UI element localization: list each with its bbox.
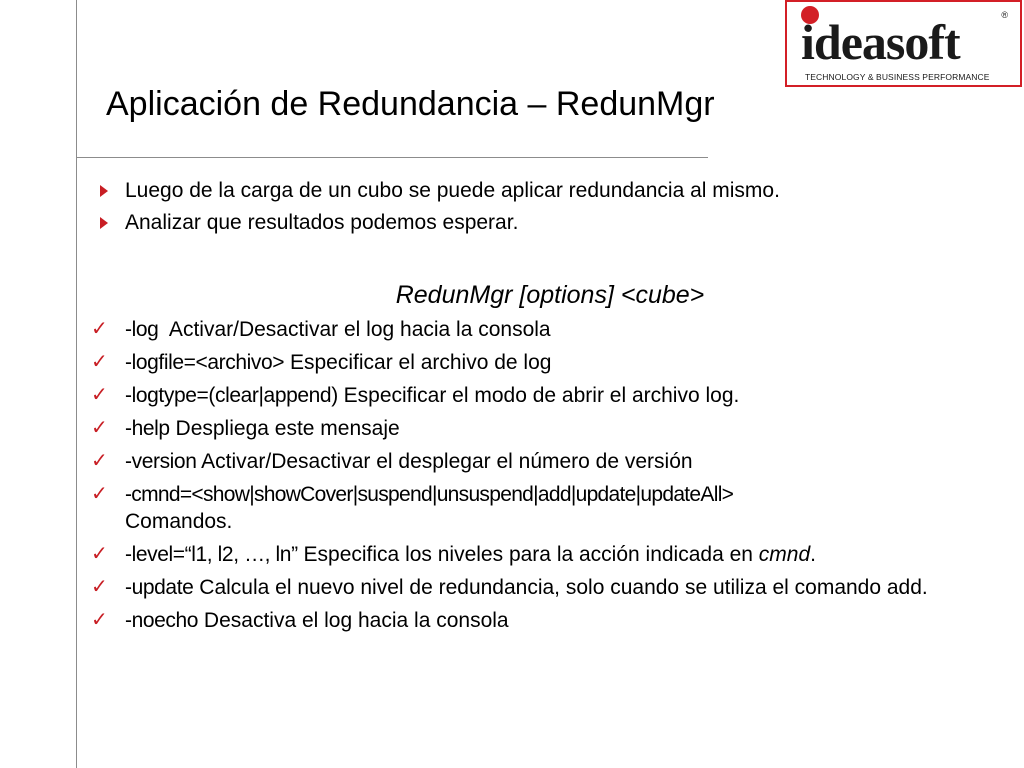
logo-wordmark: ideasoft [801, 14, 960, 70]
ideasoft-logo [785, 0, 1022, 87]
option-description: Desactiva el log hacia la consola [198, 609, 509, 632]
option-item [91, 481, 1016, 535]
checkmark-icon: ✓ [91, 417, 108, 439]
title-underline-rule [76, 157, 708, 158]
option-name: -update [125, 576, 194, 599]
option-description: Calcula el nuevo nivel de redundancia, solo cuando se utiliza el comando add. [193, 576, 928, 599]
option-description-end: . [810, 543, 816, 566]
checkmark-icon: ✓ [91, 609, 108, 631]
option-name: -help [125, 417, 170, 440]
option-description: Especifica los niveles para la acción indicada en [297, 543, 759, 566]
triangle-right-icon [100, 217, 108, 229]
option-name: -cmnd=<show|showCover|suspend|unsuspend|add|update|updateAll> [125, 483, 734, 506]
option-item [91, 415, 1016, 442]
slide-title: Aplicación de Redundancia – RedunMgr [106, 85, 715, 123]
option-name: -log [125, 318, 159, 341]
option-name: -version [125, 450, 197, 473]
bullet-item [96, 207, 996, 239]
option-item [91, 316, 1016, 343]
command-syntax: RedunMgr [options] <cube> [395, 281, 705, 309]
option-description: Despliega este mensaje [169, 417, 400, 440]
checkmark-icon: ✓ [91, 543, 108, 565]
option-description: Especificar el archivo de log [284, 351, 552, 374]
option-description-emphasis: cmnd [758, 543, 811, 566]
option-description: Comandos. [125, 510, 233, 533]
option-description: Activar/Desactivar el log hacia la consola [158, 318, 551, 341]
option-item [91, 349, 1016, 376]
checkmark-icon: ✓ [91, 384, 108, 406]
bullet-text: Luego de la carga de un cubo se puede aplicar redundancia al mismo. [125, 179, 780, 202]
option-name: -logfile=<archivo> [125, 351, 285, 374]
left-vertical-rule [76, 0, 77, 768]
options-list [91, 316, 1016, 640]
option-item [91, 541, 1016, 568]
option-name: -noecho [125, 609, 199, 632]
option-item [91, 382, 1016, 409]
checkmark-icon: ✓ [91, 450, 108, 472]
bullet-text: Analizar que resultados podemos esperar. [125, 211, 519, 234]
triangle-right-icon [100, 185, 108, 197]
option-item [91, 574, 1016, 601]
logo-registered-mark: ® [1001, 10, 1008, 20]
logo-tagline: TECHNOLOGY & BUSINESS PERFORMANCE [805, 72, 990, 82]
checkmark-icon: ✓ [91, 351, 108, 373]
option-description: Especificar el modo de abrir el archivo log. [337, 384, 740, 407]
checkmark-icon: ✓ [91, 483, 108, 505]
bullet-list [96, 175, 996, 239]
option-name: -level=“l1, l2, …, ln” [125, 543, 298, 566]
checkmark-icon: ✓ [91, 318, 108, 340]
option-item [91, 607, 1016, 634]
option-item [91, 448, 1016, 475]
option-name: -logtype=(clear|append) [125, 384, 338, 407]
bullet-item [96, 175, 996, 207]
checkmark-icon: ✓ [91, 576, 108, 598]
option-description: Activar/Desactivar el desplegar el número de versión [196, 450, 693, 473]
